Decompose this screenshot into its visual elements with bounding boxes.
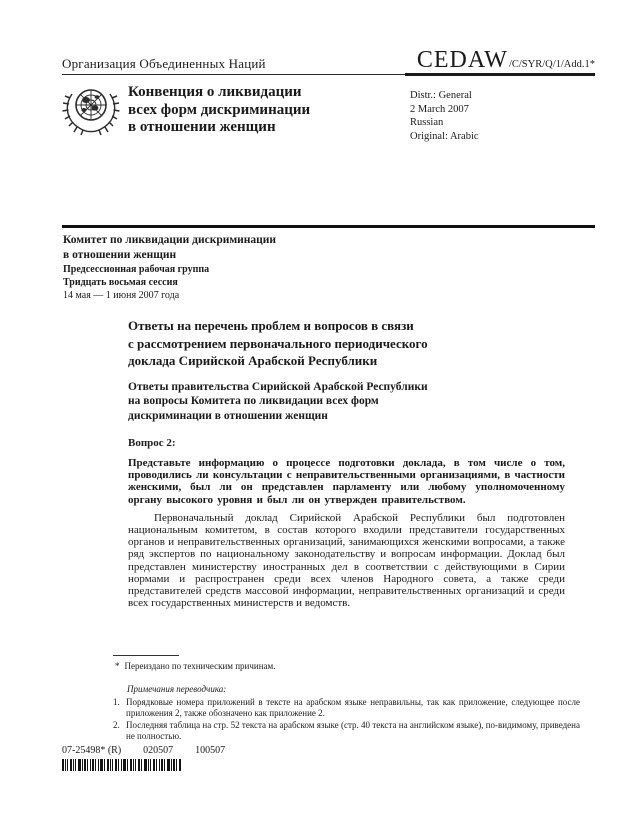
report-subtitle-line: на вопросы Комитета по ликвидации всех форм [128,395,379,407]
footer-date-code-2: 100507 [195,745,226,756]
report-title [128,317,565,370]
report-subtitle [128,380,565,424]
footer-code [62,745,247,756]
barcode [62,758,182,776]
session-dates: 14 мая — 1 июня 2007 года [63,290,180,301]
translator-note-text: Порядковые номера приложений в тексте на арабском языке неправильны, так как приложение, следующее после приложения 2, также обозначено как приложение 2. [126,697,580,718]
doc-symbol-code: /C/SYR/Q/1/Add.1* [508,59,595,70]
distr-language: Russian [410,117,444,128]
footer-date-code-1: 020507 [143,745,174,756]
translator-note-number: 1. [113,697,120,707]
translator-note-number: 2. [113,720,120,730]
committee-name-line1: Комитет по ликвидации дискриминации [63,234,277,246]
convention-title [128,84,310,137]
header-rule-left [62,74,405,75]
doc-symbol [417,47,595,74]
committee-name-line2: в отношении женщин [63,249,177,261]
report-title-line: Ответы на перечень проблем и вопросов в связи [128,318,414,333]
translator-note [113,697,580,719]
reissue-footnote [115,661,575,672]
session-title: Тридцать восьмая сессия [63,277,178,288]
reissue-footnote-text: Переиздано по техническим причинам. [124,661,276,671]
doc-symbol-acronym: CEDAW [416,47,508,73]
org-name: Организация Объединенных Наций [62,56,266,71]
footnote-asterisk: * [115,661,120,671]
question-label: Вопрос 2: [128,437,176,449]
convention-title-line: в отношении женщин [128,119,276,135]
distr-type: Distr.: General [410,90,472,101]
un-emblem-icon [62,83,120,139]
translator-notes [113,697,580,743]
distr-original: Original: Arabic [410,130,479,142]
convention-title-line: Конвенция о ликвидации [128,84,302,100]
report-subtitle-line: дискриминации в отношении женщин [128,409,328,422]
header-rule-right [405,73,595,76]
distr-date: 2 March 2007 [410,103,469,115]
question-paragraph: Представьте информацию о процессе подготовки доклада, в том числе о том, проводились ли консультации с неправительственными организациями, в частности женскими, был ли он представлен парламенту или любому уполномоченному органу высокого уровня и был ли он утвержден правительством. [128,457,565,506]
report-subtitle-line: Ответы правительства Сирийской Арабской Республики [128,380,428,393]
footnote-separator [113,655,179,656]
committee-block [63,233,276,302]
answer-paragraph: Первоначальный доклад Сирийской Арабской Республики был подготовлен национальным комитетом, в состав которого входили представители государственных органов и неправительственных организаций, занимающихся женскими вопросами, а также ряд экспертов по национальному законодательству и вопросам информации. Доклад был представлен министерству иностранных дел в соответствии с действующими в Сирии нормами и распространен среди всех членов Народного совета, а также среди представителей средств массовой информации, неправительственных организаций и среди всех государственных министерств и ведомств. [128,511,565,610]
translator-note [113,720,580,742]
report-title-line: доклада Сирийской Арабской Республики [128,353,378,368]
translator-note-text: Последняя таблица на стр. 52 текста на арабском языке (стр. 40 текста на английском языке), по-видимому, приведена не полностью. [126,720,580,741]
footer-doc-code: 07-25498* (R) [62,745,122,756]
distribution-info [410,89,479,143]
main-content [128,317,565,609]
translator-notes-heading: Примечания переводчика: [127,684,227,694]
convention-title-line: всех форм дискриминации [128,101,311,118]
working-group: Предсессионная рабочая группа [63,264,210,275]
report-title-line: с рассмотрением первоначального периодического [128,335,428,351]
section-rule [62,225,595,228]
